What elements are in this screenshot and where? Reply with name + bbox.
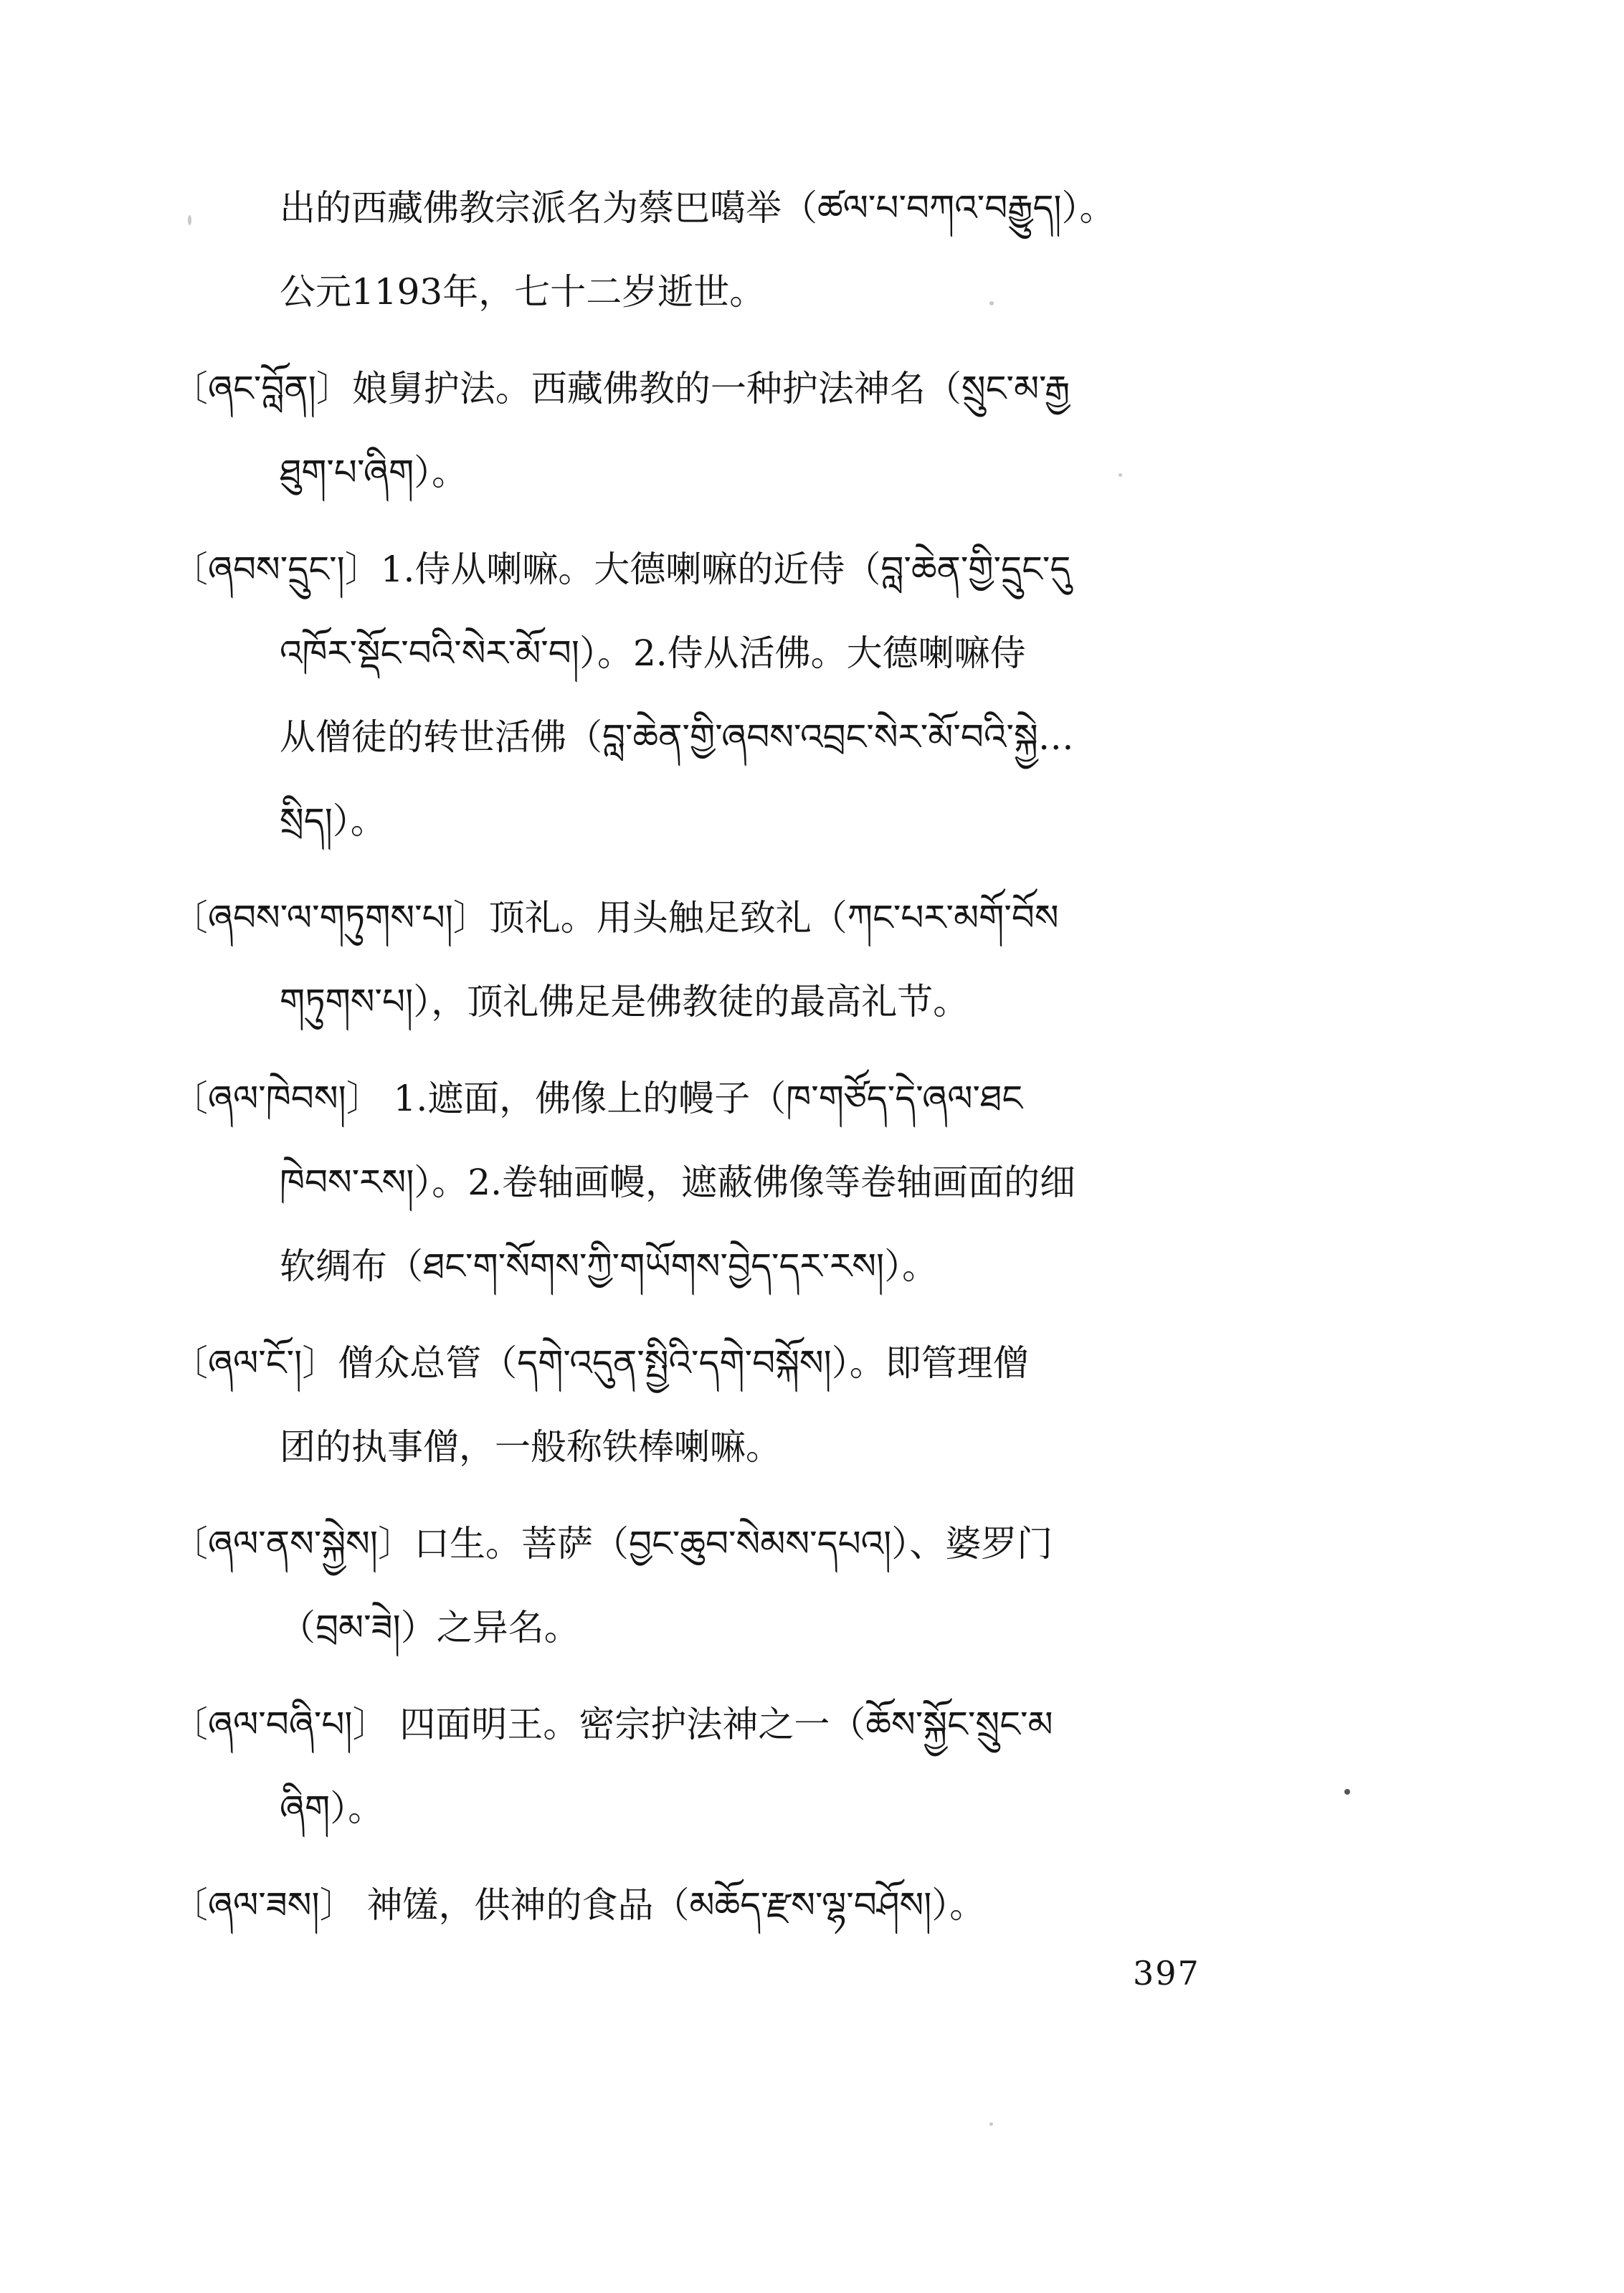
entry-line: ཁེབས་རས།）。2.卷轴画幔，遮蔽佛像等卷轴画面的细 [280, 1162, 1076, 1203]
scan-speck [1344, 1789, 1350, 1795]
entry-line: སྲིད།）。 [280, 800, 386, 842]
entry-headword-line: 〔ཞབས་དྲུང་།〕1.侍从喇嘛。大德喇嘛的近侍（བླ་ཆེན་གྱི་དྲུང་དུ [172, 549, 1071, 590]
entry-line: （བྲམ་ཟེ།）之异名。 [280, 1607, 580, 1648]
entry-line: 公元1193年，七十二岁逝世。 [280, 271, 766, 313]
entry-headword-line: 〔ཞལ་ནས་སྐྱེས།〕口生。菩萨（བྱང་ཆུབ་སེམས་དཔའ།）、婆罗门 [172, 1523, 1053, 1565]
page-number: 397 [1133, 1954, 1200, 1993]
entry-headword-line: 〔ཞལ་ངོ་།〕僧众总管（དགེ་འདུན་སྤྱིའི་དགེ་བསྐོས།）。即管理僧 [172, 1342, 1029, 1384]
entry-line: འཁོར་སྡོང་བའི་སེར་མོ་བ།）。2.侍从活佛。大德喇嘛侍 [280, 632, 1026, 674]
entry-line: 团的执事僧，一般称铁棒喇嘛。 [280, 1426, 782, 1468]
entry-headword-line: 〔ཞལ་ཟས།〕 神馐，供神的食品（མཆོད་རྫས་ལྷ་བཤོས།）。 [172, 1884, 986, 1926]
entry-line: ཐུག་པ་ཞིག）。 [280, 452, 468, 493]
entry-headword-line: 〔ཞང་བློན།〕娘舅护法。西藏佛教的一种护法神名（སྲུང་མ་རྒྱ [172, 368, 1070, 409]
entry-headword-line: 〔ཞལ་བཞི་པ།〕 四面明王。密宗护法神之一（ཆོས་སྐྱོང་སྲུང་མ [172, 1704, 1053, 1745]
entry-headword-line: 〔ཞབས་ལ་གཏུགས་པ།〕顶礼。用头触足致礼（ཀང་པར་མགོ་བོས [172, 897, 1059, 939]
scan-speck [989, 2122, 993, 2126]
entry-line: 软绸布（ཐང་ག་སོགས་ཀྱི་གཡོགས་བྱེད་དར་རས།）。 [280, 1245, 939, 1287]
scan-speck [1119, 473, 1122, 477]
entry-line: ཞིག）。 [280, 1788, 384, 1829]
scan-speck [188, 215, 191, 225]
entry-headword-line: 〔ཞལ་ཁེབས།〕 1.遮面，佛像上的幔子（ཁ་གཙོད་དེ་ཞལ་ཐང [172, 1078, 1023, 1119]
entry-list [172, 166, 1291, 1947]
scan-speck [989, 301, 994, 305]
entry-line: 出的西藏佛教宗派名为蔡巴噶举（ཚལ་པ་བཀའ་བརྒྱུད།）。 [280, 187, 1116, 229]
entry-line: གཏུགས་པ།），顶礼佛足是佛教徒的最高礼节。 [280, 981, 969, 1022]
entry-line: 从僧徒的转世活佛（བླ་ཆེན་གྱི་ཞབས་འབྲང་སེར་མོ་བའི་སྐྱེ… [280, 716, 1074, 758]
